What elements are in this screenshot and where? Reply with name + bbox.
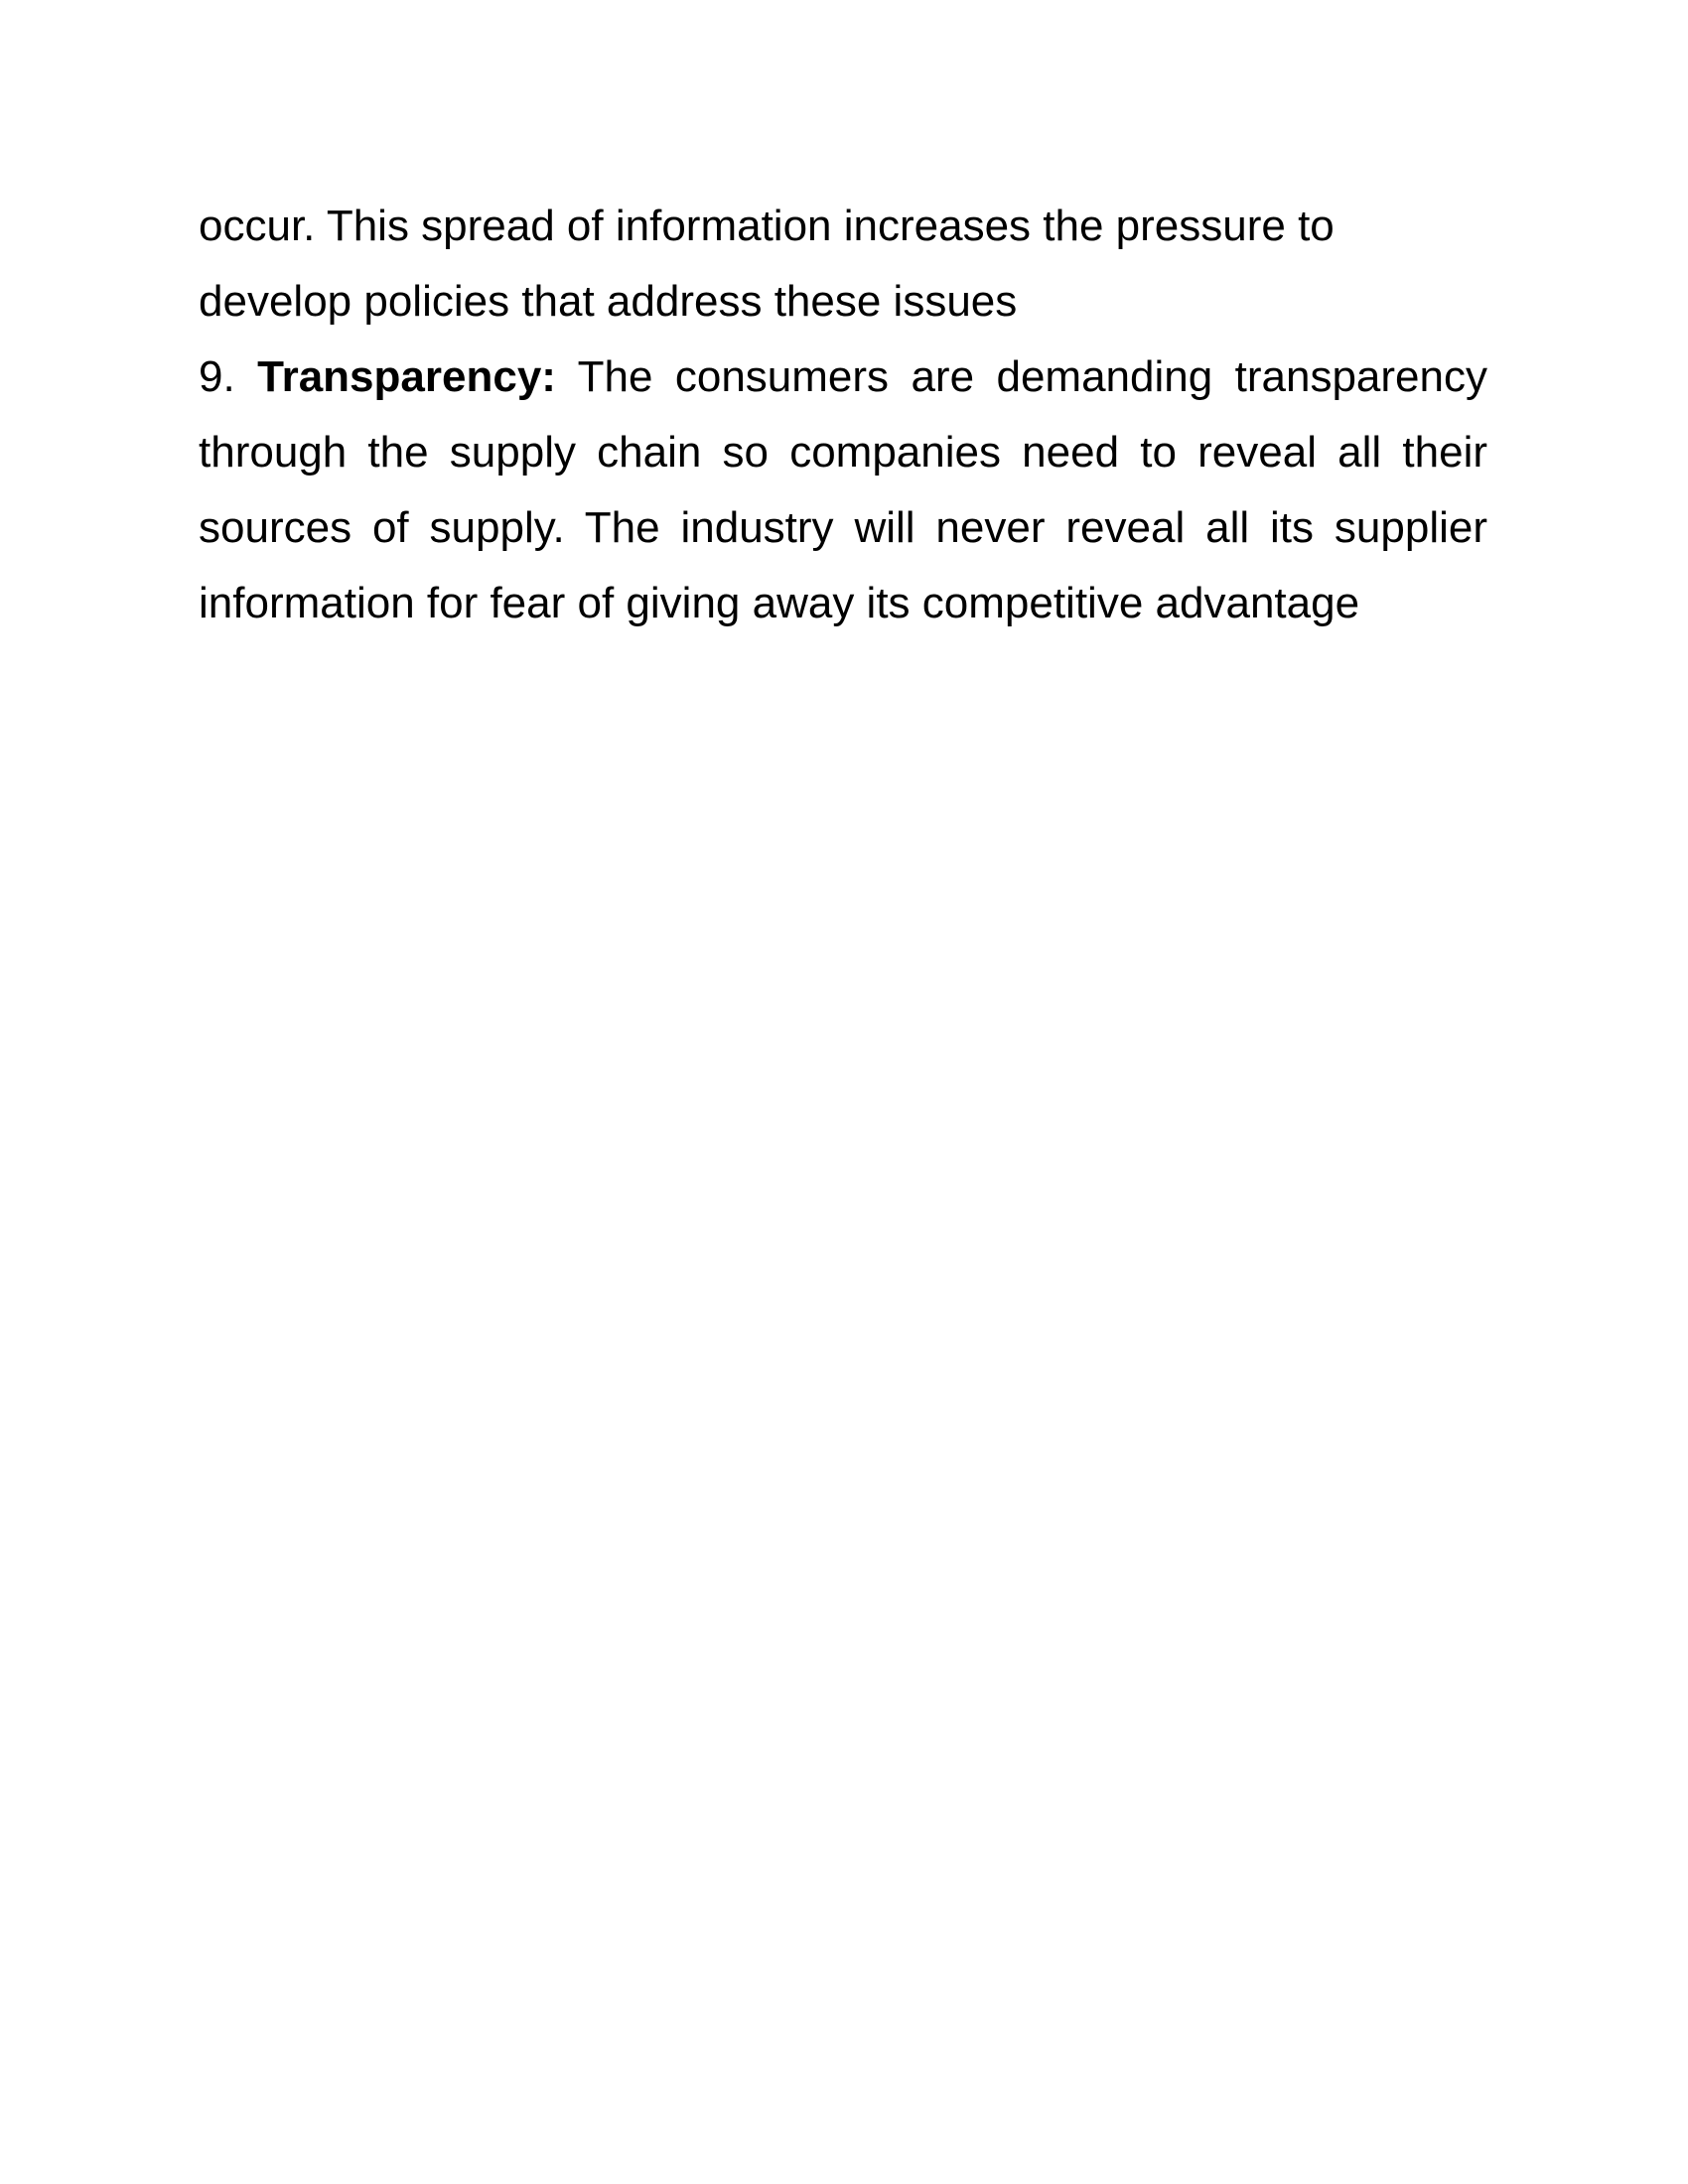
list-item-heading: Transparency:: [257, 352, 556, 401]
list-item-9-first-line: [199, 340, 1487, 415]
list-item-number: 9.: [199, 352, 235, 401]
list-item-line: through the supply chain so companies need to reveal all their: [199, 428, 1487, 477]
paragraph-line: develop policies that address these issues: [199, 277, 1018, 326]
document-page: [199, 189, 1487, 641]
list-item-line: sources of supply. The industry will never reveal all its supplier: [199, 503, 1487, 552]
paragraph-line: occur. This spread of information increases the pressure to: [199, 202, 1335, 250]
list-item-line: information for fear of giving away its competitive advantage: [199, 579, 1360, 627]
list-item-text: The consumers are demanding transparency: [577, 352, 1487, 401]
